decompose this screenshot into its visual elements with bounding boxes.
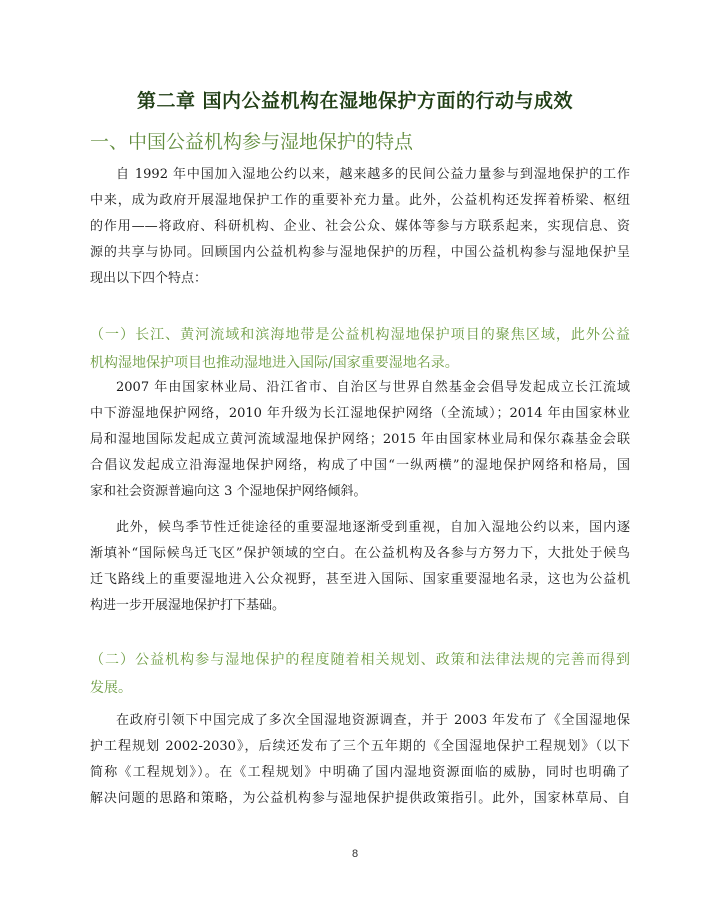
intro-line: 自 1992 年中国加入湿地公约以来，越来越多的民间公益力量参与到湿地保护的工作 xyxy=(116,167,630,182)
paragraph-line: 家和社会资源普遍向这 3 个湿地保护网络倾斜。 xyxy=(90,484,367,499)
paragraph-line: 2007 年由国家林业局、沿江省市、自治区与世界自然基金会倡导发起成立长江流域 xyxy=(116,380,630,395)
subheading-line: （一）长江、黄河流域和滨海地带是公益机构湿地保护项目的聚焦区域，此外公益 xyxy=(90,327,630,343)
subheading-1 xyxy=(90,321,630,377)
paragraph-line: 迁飞路线上的重要湿地进入公众视野，甚至进入国际、国家重要湿地名录，这也为公益机 xyxy=(90,572,630,587)
paragraph-line: 此外，候鸟季节性迁徙途径的重要湿地逐渐受到重视，自加入湿地公约以来，国内逐 xyxy=(116,520,630,535)
paragraph-line: 渐填补“国际候鸟迁飞区”保护领域的空白。在公益机构及各参与方努力下，大批处于候鸟 xyxy=(90,546,630,561)
subheading-line: （二）公益机构参与湿地保护的程度随着相关规划、政策和法律法规的完善而得到 xyxy=(90,652,630,668)
chapter-title: 第二章 国内公益机构在湿地保护方面的行动与成效 xyxy=(136,90,574,112)
paragraph-line: 护工程规划 2002-2030》，后续还发布了三个五年期的《全国湿地保护工程规划》（以下 xyxy=(90,739,630,754)
paragraph-line: 合倡议发起成立沿海湿地保护网络，构成了中国“一纵两横”的湿地保护网络和格局，国 xyxy=(90,458,630,473)
intro-line: 中来，成为政府开展湿地保护工作的重要补充力量。此外，公益机构还发挥着桥梁、枢纽 xyxy=(90,193,630,208)
paragraph-line: 简称《工程规划》）。在《工程规划》中明确了国内湿地资源面临的威胁，同时也明确了 xyxy=(90,765,630,780)
intro-line: 的作用——将政府、科研机构、企业、社会公众、媒体等参与方联系起来，实现信息、资 xyxy=(90,219,630,234)
subheading-line: 机构湿地保护项目也推动湿地进入国际/国家重要湿地名录。 xyxy=(90,355,459,371)
paragraph-3 xyxy=(90,708,630,812)
page-number: 8 xyxy=(351,848,359,860)
paragraph-line: 在政府引领下中国完成了多次全国湿地资源调查，并于 2003 年发布了《全国湿地保 xyxy=(116,713,630,728)
intro-paragraph xyxy=(90,162,630,292)
subheading-2 xyxy=(90,646,630,702)
paragraph-1 xyxy=(90,375,630,505)
subheading-line: 发展。 xyxy=(90,680,132,696)
paragraph-2 xyxy=(90,515,630,619)
paragraph-line: 中下游湿地保护网络，2010 年升级为长江湿地保护网络（全流域）；2014 年由国家林业 xyxy=(90,406,630,421)
paragraph-line: 解决问题的思路和策略，为公益机构参与湿地保护提供政策指引。此外，国家林草局、自 xyxy=(90,791,630,806)
paragraph-line: 构进一步开展湿地保护打下基础。 xyxy=(90,598,286,613)
intro-line: 源的共享与协同。回顾国内公益机构参与湿地保护的历程，中国公益机构参与湿地保护呈 xyxy=(90,245,630,260)
paragraph-line: 局和湿地国际发起成立黄河流域湿地保护网络；2015 年由国家林业局和保尔森基金会联 xyxy=(90,432,630,447)
intro-line: 现出以下四个特点： xyxy=(90,271,208,286)
section-title: 一、中国公益机构参与湿地保护的特点 xyxy=(90,131,414,153)
